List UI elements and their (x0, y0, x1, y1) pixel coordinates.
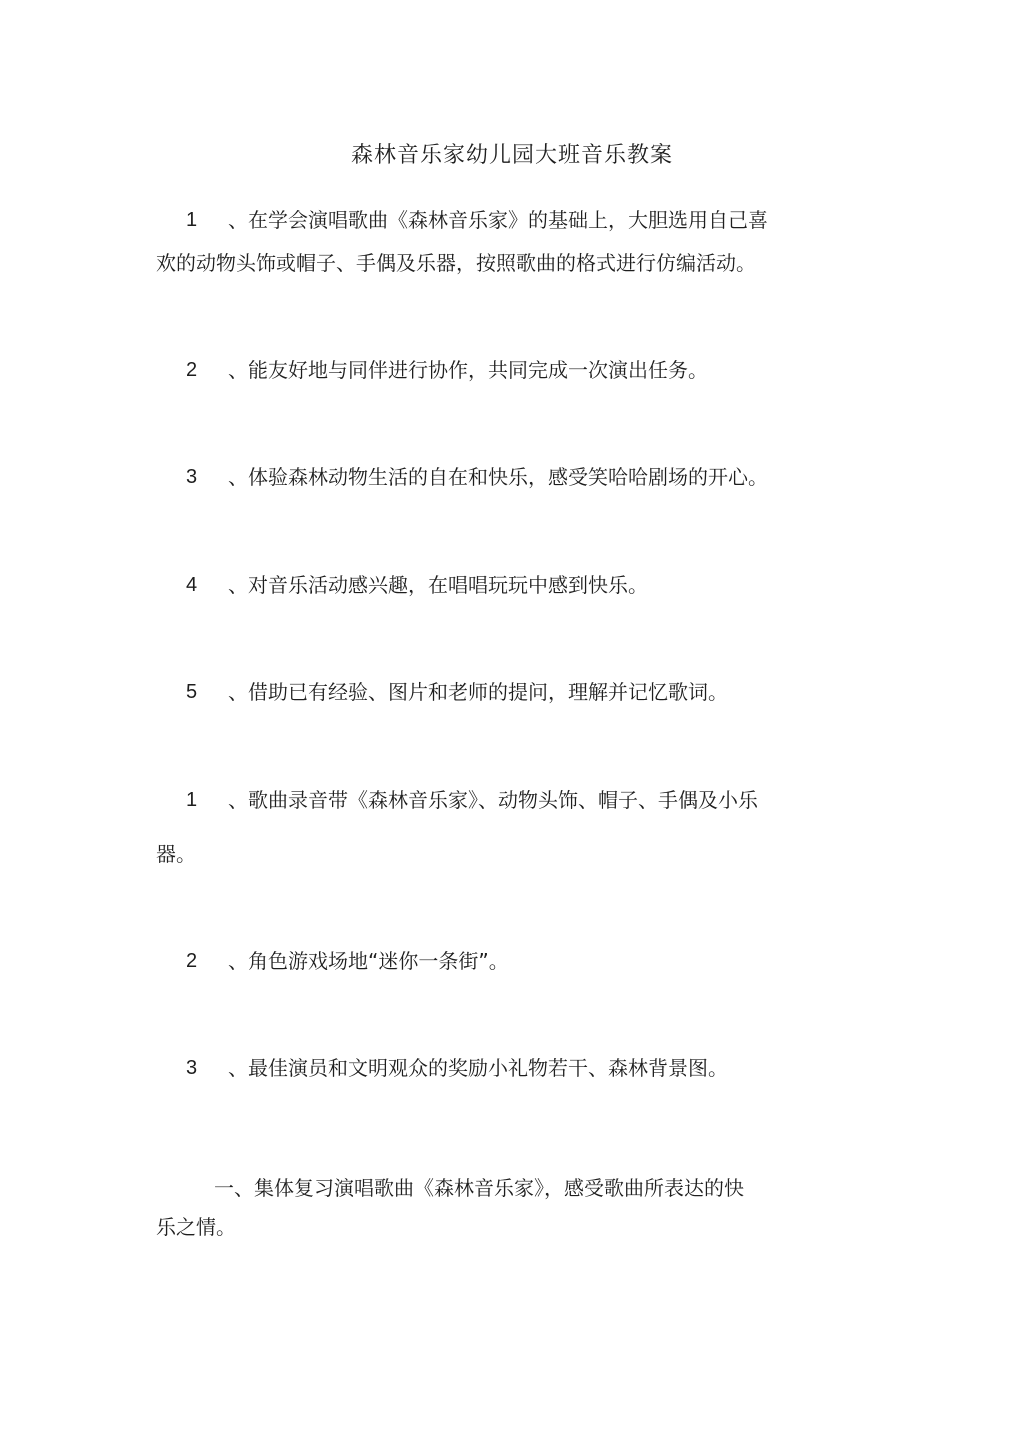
process-step-1-line1: 一、集体复习演唱歌曲《森林音乐家》，感受歌曲所表达的快 (214, 1176, 744, 1200)
material-1-number: 1 (186, 789, 198, 811)
goal-5-number: 5 (186, 681, 198, 703)
material-3-number: 3 (186, 1057, 198, 1079)
material-2-number: 2 (186, 950, 198, 972)
goal-1-text-line1: 、在学会演唱歌曲《森林音乐家》的基础上，大胆选用自己喜 (228, 208, 768, 232)
document-title: 森林音乐家幼儿园大班音乐教案 (350, 143, 673, 168)
goal-3-text: 、体验森林动物生活的自在和快乐，感受笑哈哈剧场的开心。 (228, 465, 768, 489)
goal-1-number: 1 (186, 209, 198, 231)
material-1-text-line1: 、歌曲录音带《森林音乐家》、动物头饰、帽子、手偶及小乐 (228, 788, 758, 812)
material-3-text: 、最佳演员和文明观众的奖励小礼物若干、森林背景图。 (228, 1056, 728, 1080)
process-step-1-line2: 乐之情。 (156, 1215, 236, 1239)
goal-2-number: 2 (186, 359, 198, 381)
material-1-text-line2: 器。 (156, 842, 196, 866)
goal-2-text: 、能友好地与同伴进行协作，共同完成一次演出任务。 (228, 358, 708, 382)
goal-4-number: 4 (186, 574, 198, 596)
material-2-text: 、角色游戏场地“迷你一条街”。 (228, 949, 509, 973)
goal-4-text: 、对音乐活动感兴趣，在唱唱玩玩中感到快乐。 (228, 573, 648, 597)
goal-3-number: 3 (186, 466, 198, 488)
goal-1-text-line2: 欢的动物头饰或帽子、手偶及乐器，按照歌曲的格式进行仿编活动。 (156, 251, 756, 275)
goal-5-text: 、借助已有经验、图片和老师的提问，理解并记忆歌词。 (228, 680, 728, 704)
